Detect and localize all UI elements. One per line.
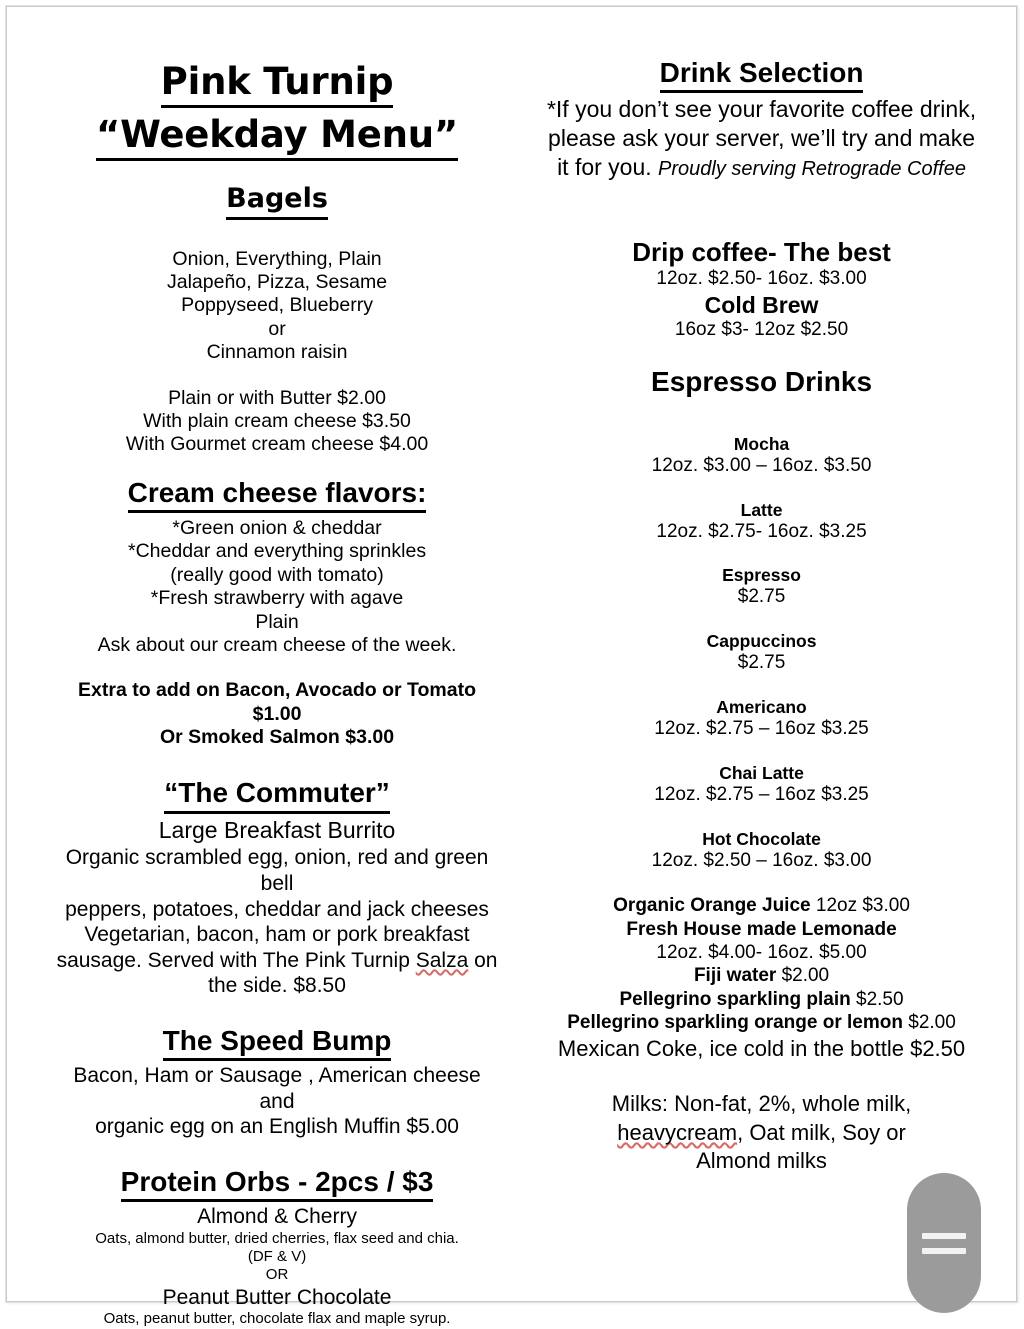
other-drink-item	[507, 964, 1016, 987]
espresso-drink-item	[507, 697, 1016, 741]
misspelled-word: Salza	[415, 948, 469, 972]
milks-line: Almond milks	[696, 1148, 827, 1174]
commuter-desc-line: peppers, potatoes, cheddar and jack cheeses	[65, 897, 489, 921]
other-drink-item	[507, 1011, 1016, 1034]
protein-orb-option-1-desc: Oats, almond butter, dried cherries, flax seed and chia.	[95, 1229, 459, 1247]
drink-price: 12oz. $4.00- 16oz. $5.00	[656, 942, 867, 964]
drink-price: 12oz. $2.75 – 16oz $3.25	[654, 783, 869, 805]
speed-bump-heading: The Speed Bump	[53, 1025, 501, 1061]
drink-price: 12oz $3.00	[810, 895, 910, 917]
espresso-drink-item	[507, 829, 1016, 873]
drink-selection-note	[507, 95, 1016, 182]
protein-orb-option-1-name: Almond & Cherry	[197, 1205, 357, 1229]
bagel-flavor-line: Jalapeño, Pizza, Sesame	[167, 271, 388, 294]
other-drinks-list	[507, 894, 1016, 1034]
bagel-flavor-line: Poppyseed, Blueberry	[181, 294, 373, 317]
right-column	[501, 7, 1016, 1176]
cream-cheese-extras-list	[53, 679, 501, 749]
drink-note-line: it for you. Proudly serving Retrograde Coffee	[557, 153, 966, 180]
commuter-desc-line: the side. $8.50	[208, 974, 346, 998]
drink-name: Pellegrino sparkling orange or lemon	[567, 1012, 903, 1034]
drink-name: Organic Orange Juice	[613, 895, 811, 917]
drink-price: 12oz. $2.50 – 16oz. $3.00	[651, 849, 872, 871]
speed-bump-description	[53, 1063, 501, 1140]
bagel-flavor-line: Onion, Everything, Plain	[172, 247, 382, 270]
drink-price: $2.00	[776, 965, 830, 987]
cream-cheese-flavor-line: (really good with tomato)	[170, 563, 384, 586]
drink-name: Americano	[716, 696, 807, 717]
cream-cheese-flavor-line: *Cheddar and everything sprinkles	[127, 540, 427, 563]
cream-cheese-flavor-line: Ask about our cream cheese of the week.	[97, 633, 457, 656]
protein-orb-option-1-tag: (DF & V)	[247, 1248, 307, 1266]
drink-name: Hot Chocolate	[702, 828, 821, 849]
cream-cheese-heading: Cream cheese flavors:	[53, 477, 501, 513]
menu-columns	[7, 7, 1016, 1329]
coffee-roaster-credit: Proudly serving Retrograde Coffee	[658, 157, 966, 180]
drink-price: $2.00	[902, 1012, 956, 1034]
milks-line: Milks: Non-fat, 2%, whole milk,	[611, 1091, 912, 1117]
drink-name: Mocha	[733, 433, 790, 454]
espresso-drink-item	[507, 763, 1016, 807]
commuter-subtitle: Large Breakfast Burrito	[158, 816, 396, 843]
pill-bar-top	[922, 1233, 966, 1239]
drink-name: Latte	[740, 499, 783, 520]
cold-brew-price: 16oz $3- 12oz $2.50	[674, 318, 849, 340]
bagels-heading: Bagels	[53, 183, 501, 219]
bagel-prices-list	[53, 387, 501, 457]
drink-price: 12oz. $2.75 – 16oz $3.25	[654, 717, 869, 739]
speed-bump-desc-line: organic egg on an English Muffin $5.00	[95, 1115, 459, 1139]
drink-name: Cappuccinos	[706, 631, 817, 652]
cold-brew-heading: Cold Brew	[704, 292, 819, 319]
commuter-description	[53, 845, 501, 999]
drink-name: Chai Latte	[719, 762, 804, 783]
menu-title	[53, 59, 501, 161]
drink-note-line: *If you don’t see your favorite coffee drink,	[546, 96, 977, 123]
drink-price: $2.50	[850, 988, 904, 1010]
left-column	[7, 7, 501, 1329]
milks-line: heavycream, Oat milk, Soy or	[617, 1119, 906, 1145]
bagel-price-line: Plain or with Butter $2.00	[168, 386, 386, 409]
commuter-heading: “The Commuter”	[53, 777, 501, 813]
extras-line: Or Smoked Salmon $3.00	[159, 726, 395, 749]
drink-name: Fiji water	[693, 965, 777, 987]
drink-price: $2.75	[737, 652, 786, 674]
drag-handle-pill[interactable]	[907, 1173, 981, 1313]
bagel-flavor-line: Cinnamon raisin	[206, 341, 348, 364]
other-drink-item	[507, 894, 1016, 917]
other-drink-item	[507, 941, 1016, 964]
bagel-flavor-line: or	[268, 317, 286, 340]
protein-orbs-heading: Protein Orbs - 2pcs / $3	[53, 1166, 501, 1202]
cream-cheese-flavor-line: Plain	[255, 610, 299, 633]
protein-orb-option-2-desc: Oats, peanut butter, chocolate flax and maple syrup.	[103, 1310, 451, 1328]
drink-price: 12oz. $2.75- 16oz. $3.25	[656, 520, 867, 542]
cream-cheese-flavor-line: *Green onion & cheddar	[172, 516, 382, 539]
drink-note-line: please ask your server, we’ll try and make	[548, 124, 976, 151]
drink-name: Pellegrino sparkling plain	[619, 988, 851, 1010]
drink-price: 12oz. $3.00 – 16oz. $3.50	[651, 454, 872, 476]
espresso-drink-item	[507, 565, 1016, 609]
cream-cheese-flavors-list	[53, 517, 501, 657]
espresso-drink-item	[507, 631, 1016, 675]
commuter-desc-line: Organic scrambled egg, onion, red and green bell	[65, 846, 489, 896]
espresso-drink-item	[507, 500, 1016, 544]
commuter-desc-line: sausage. Served with The Pink Turnip Salza on	[56, 948, 498, 972]
cream-cheese-flavor-line: *Fresh strawberry with agave	[150, 587, 404, 610]
bagel-price-line: With Gourmet cream cheese $4.00	[125, 433, 429, 456]
espresso-drink-item	[507, 434, 1016, 478]
misspelled-word: heavycream	[617, 1119, 738, 1145]
drink-name: Fresh House made Lemonade	[626, 918, 897, 940]
menu-page	[6, 6, 1017, 1328]
bagel-flavors-list	[53, 248, 501, 365]
drip-coffee-price: 12oz. $2.50- 16oz. $3.00	[656, 267, 867, 289]
extras-line: $1.00	[252, 702, 302, 725]
espresso-drinks-heading: Espresso Drinks	[651, 365, 873, 397]
other-drink-item	[507, 918, 1016, 941]
menu-title-line-2: “Weekday Menu”	[96, 112, 458, 161]
pill-bar-bottom	[922, 1248, 966, 1254]
drink-selection-heading: Drink Selection	[507, 57, 1016, 93]
protein-orb-separator: OR	[265, 1266, 289, 1284]
protein-orb-option-2-name: Peanut Butter Chocolate	[162, 1285, 392, 1309]
milks-list	[507, 1090, 1016, 1176]
commuter-desc-line: Vegetarian, bacon, ham or pork breakfast	[84, 923, 470, 947]
other-drink-item	[507, 988, 1016, 1011]
bagel-price-line: With plain cream cheese $3.50	[143, 409, 411, 432]
drip-coffee-heading: Drip coffee- The best	[632, 236, 891, 267]
speed-bump-desc-line: Bacon, Ham or Sausage , American cheese and	[73, 1064, 481, 1113]
drink-price: $2.75	[737, 586, 786, 608]
mexican-coke-item: Mexican Coke, ice cold in the bottle $2.50	[557, 1035, 966, 1061]
extras-line: Extra to add on Bacon, Avocado or Tomato	[78, 679, 477, 702]
drink-name: Espresso	[722, 565, 801, 586]
menu-title-line-1: Pink Turnip	[161, 59, 394, 108]
